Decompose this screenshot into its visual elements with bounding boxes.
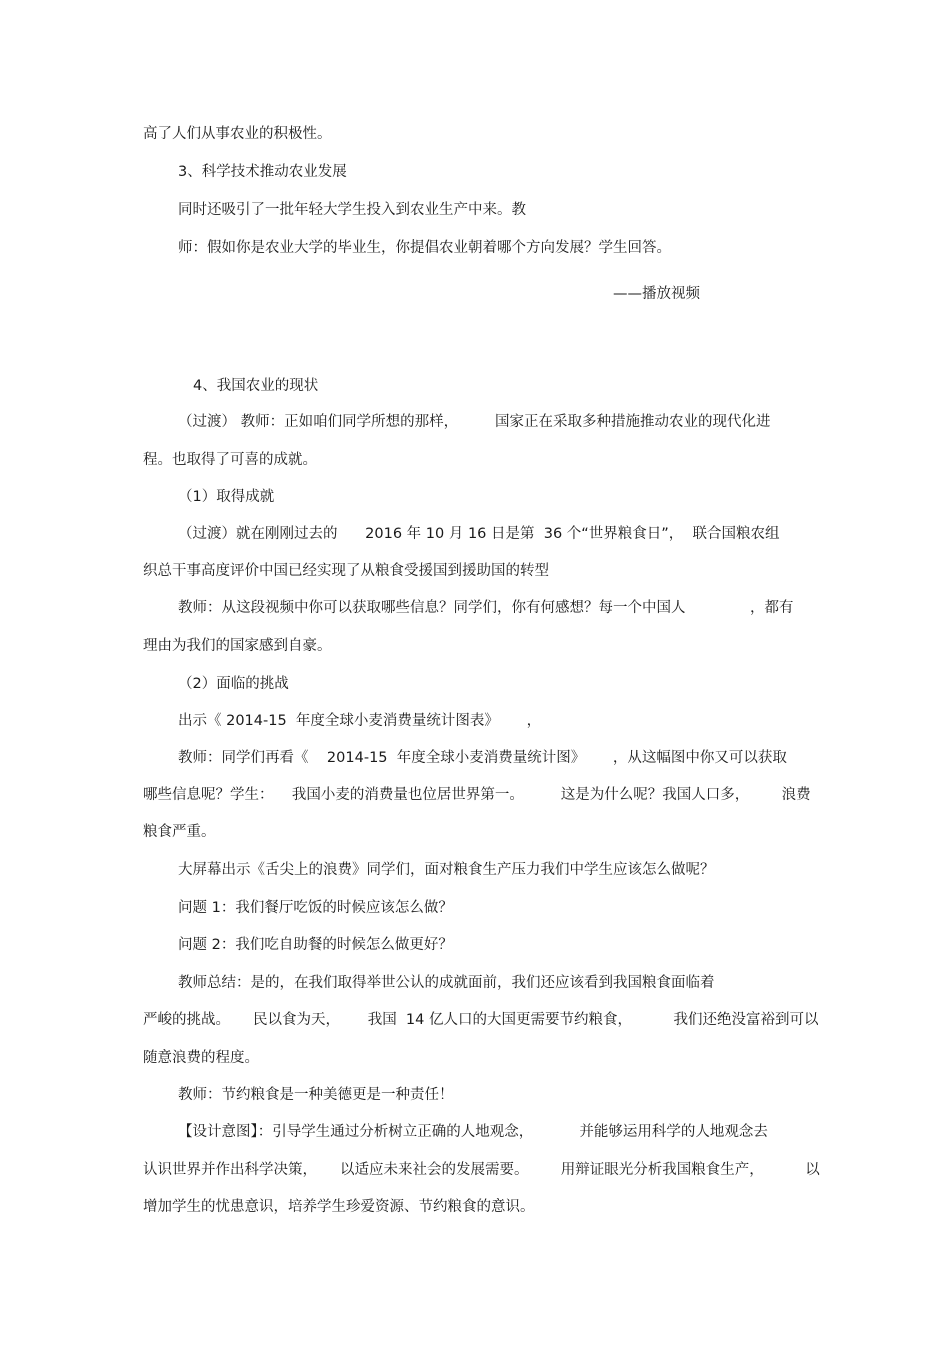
design-intent-line: 增加学生的忧患意识，培养学生珍爱资源、节约粮食的意识。: [143, 1199, 535, 1215]
paragraph-line: 哪些信息呢？学生： 我国小麦的消费量也位居世界第一。 这是为什么呢？我国人口多， 浪费: [143, 787, 811, 803]
subsection-heading: （2）面临的挑战: [178, 676, 289, 692]
paragraph-line: 理由为我们的国家感到自豪。: [143, 638, 332, 654]
paragraph-line: （过渡）就在刚刚过去的 2016 年 10 月 16 日是第 36 个“世界粮食日”， 联合国粮农组: [178, 526, 780, 542]
paragraph-line: 教师：从这段视频中你可以获取哪些信息？同学们，你有何感想？每一个中国人 ，都有: [178, 600, 794, 616]
paragraph-line: 随意浪费的程度。: [143, 1050, 259, 1066]
paragraph-line: 大屏幕出示《舌尖上的浪费》同学们，面对粮食生产压力我们中学生应该怎么做呢？: [178, 862, 715, 878]
paragraph-line: 同时还吸引了一批年轻大学生投入到农业生产中来。教: [178, 202, 526, 218]
paragraph-line: 高了人们从事农业的积极性。: [143, 126, 332, 142]
paragraph-line: 出示《 2014-15 年度全球小麦消费量统计图表》 ，: [178, 713, 542, 729]
subsection-heading: （1）取得成就: [178, 489, 275, 505]
paragraph-line: 粮食严重。: [143, 824, 216, 840]
paragraph-line: 教师：同学们再看《 2014-15 年度全球小麦消费量统计图》 ，从这幅图中你又可以获取: [178, 750, 787, 766]
question-line: 问题 1：我们餐厅吃饭的时候应该怎么做？: [178, 900, 453, 916]
paragraph-line: （过渡） 教师：正如咱们同学所想的那样， 国家正在采取多种措施推动农业的现代化进: [178, 414, 771, 430]
paragraph-line: 程。也取得了可喜的成就。: [143, 452, 317, 468]
paragraph-line: 教师：节约粮食是一种美德更是一种责任！: [178, 1087, 454, 1103]
section-heading: 3、科学技术推动农业发展: [178, 164, 347, 180]
video-note: ——播放视频: [613, 286, 700, 302]
paragraph-line: 严峻的挑战。 民以食为天， 我国 14 亿人口的大国更需要节约粮食， 我们还绝没富裕到可以: [143, 1012, 819, 1028]
design-intent-line: 认识世界并作出科学决策， 以适应未来社会的发展需要。 用辩证眼光分析我国粮食生产， 以: [143, 1162, 820, 1178]
question-line: 问题 2：我们吃自助餐的时候怎么做更好？: [178, 937, 453, 953]
section-heading: 4、我国农业的现状: [193, 378, 319, 394]
paragraph-line: 教师总结：是的，在我们取得举世公认的成就面前，我们还应该看到我国粮食面临着: [178, 975, 715, 991]
paragraph-line: 师：假如你是农业大学的毕业生，你提倡农业朝着哪个方向发展？学生回答。: [178, 240, 671, 256]
paragraph-line: 织总干事高度评价中国已经实现了从粮食受援国到援助国的转型: [143, 563, 549, 579]
design-intent-line: 【设计意图】：引导学生通过分析树立正确的人地观念， 并能够运用科学的人地观念去: [178, 1124, 768, 1140]
